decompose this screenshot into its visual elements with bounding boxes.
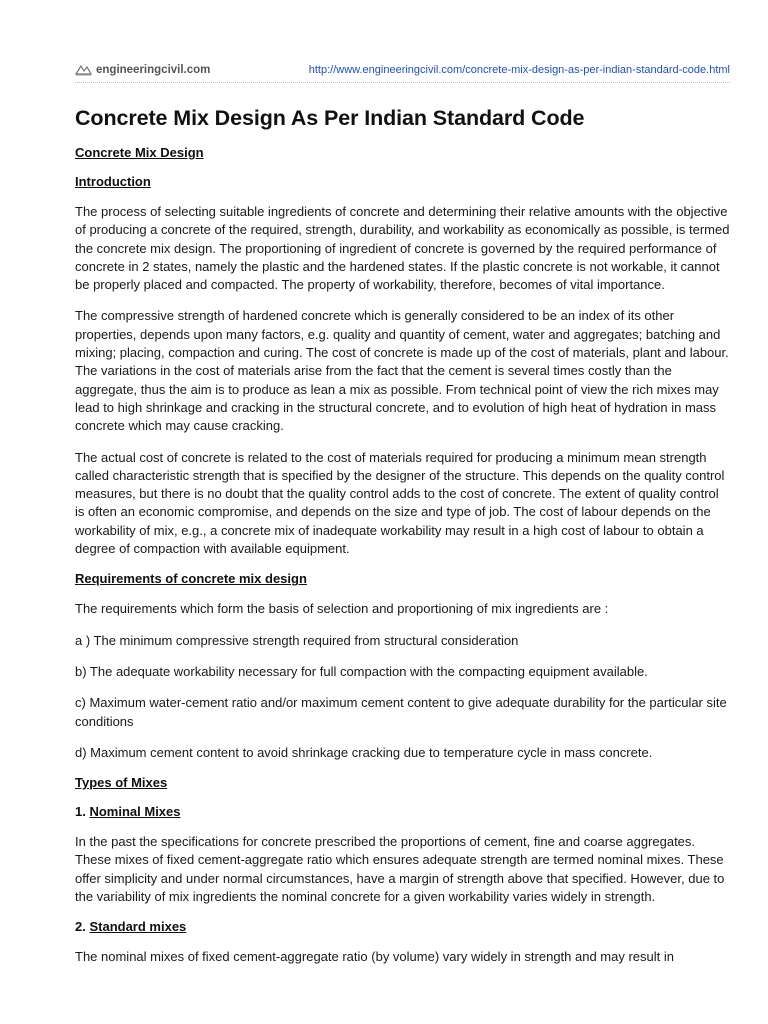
standard-paragraph: The nominal mixes of fixed cement-aggregate ratio (by volume) vary widely in strength and may result in [75, 949, 674, 965]
nominal-heading-label: Nominal Mixes [89, 804, 181, 820]
requirement-item: c) Maximum water-cement ratio and/or maximum cement content to give adequate durability for the particular site conditions [75, 695, 727, 729]
site-name: engineeringcivil.com [96, 64, 211, 76]
page-title: Concrete Mix Design As Per Indian Standard Code [75, 106, 585, 130]
paragraph: The process of selecting suitable ingredients of concrete and determining their relative amounts with the objective of producing a concrete of the required, strength, durability, and workability as economically as possible, is termed the concrete mix design. The proportioning of ingredient of concrete is governed by the required performance of concrete in 2 states, namely the plastic and the hardened states. If the plastic concrete is not workable, it cannot be properly placed and compacted. The property of workability, therefore, becomes of vital importance. [75, 204, 730, 293]
paragraph: The actual cost of concrete is related to the cost of materials required for producing a minimum mean strength called characteristic strength that is specified by the designer of the structure. This depends on the quality control measures, but there is no doubt that the quality control adds to the cost of concrete. The extent of quality control is often an economic compromise, and depends on the size and type of job. The cost of labour depends on the workability of mix, e.g., a concrete mix of inadequate workability may result in a high cost of labour to obtain a degree of compaction with available equipment. [75, 449, 725, 557]
article-body [75, 106, 730, 980]
page-header [75, 58, 730, 83]
requirement-item: b) The adequate workability necessary for full compaction with the compacting equipment available. [75, 663, 648, 679]
nominal-paragraph: In the past the specifications for concrete prescribed the proportions of cement, fine and coarse aggregates. These mixes of fixed cement-aggregate ratio which ensures adequate strength are termed nominal mixes. These offer simplicity and under normal circumstances, have a margin of strength above that specified. However, due to the variability of mix ingredients the nominal concrete for a given workability varies widely in strength. [75, 834, 725, 905]
section-heading: Concrete Mix Design [75, 145, 204, 160]
requirements-heading: Requirements of concrete mix design [75, 571, 307, 587]
requirements-intro: The requirements which form the basis of selection and proportioning of mix ingredients are : [75, 601, 609, 617]
site-brand[interactable] [75, 64, 210, 76]
nominal-heading [75, 804, 730, 819]
paragraph: The compressive strength of hardened concrete which is generally considered to be an index of its other properties, depends upon many factors, e.g. quality and quantity of cement, water and aggregates; batching and mixing; placing, compaction and curing. The cost of concrete is made up of the cost of materials, plant and labour. The variations in the cost of materials arise from the fact that the cement is several times costly than the aggregate, thus the aim is to produce as lean a mix as possible. From technical point of view the rich mixes may lead to high shrinkage and cracking in the structural concrete, and to evolution of high heat of hydration in mass concrete which may cause cracking. [75, 308, 729, 434]
requirement-item: d) Maximum cement content to avoid shrinkage cracking due to temperature cycle in mass concrete. [75, 744, 653, 760]
nominal-number: 1. [75, 804, 86, 820]
standard-number: 2. [75, 919, 86, 935]
standard-heading-label: Standard mixes [89, 919, 187, 935]
types-heading: Types of Mixes [75, 775, 168, 791]
standard-heading [75, 919, 730, 934]
intro-heading: Introduction [75, 174, 151, 189]
requirement-item: a ) The minimum compressive strength required from structural consideration [75, 632, 519, 648]
site-logo-icon [75, 64, 92, 76]
source-url-link[interactable]: http://www.engineeringcivil.com/concrete-mix-design-as-per-indian-standard-code.html [308, 64, 730, 76]
